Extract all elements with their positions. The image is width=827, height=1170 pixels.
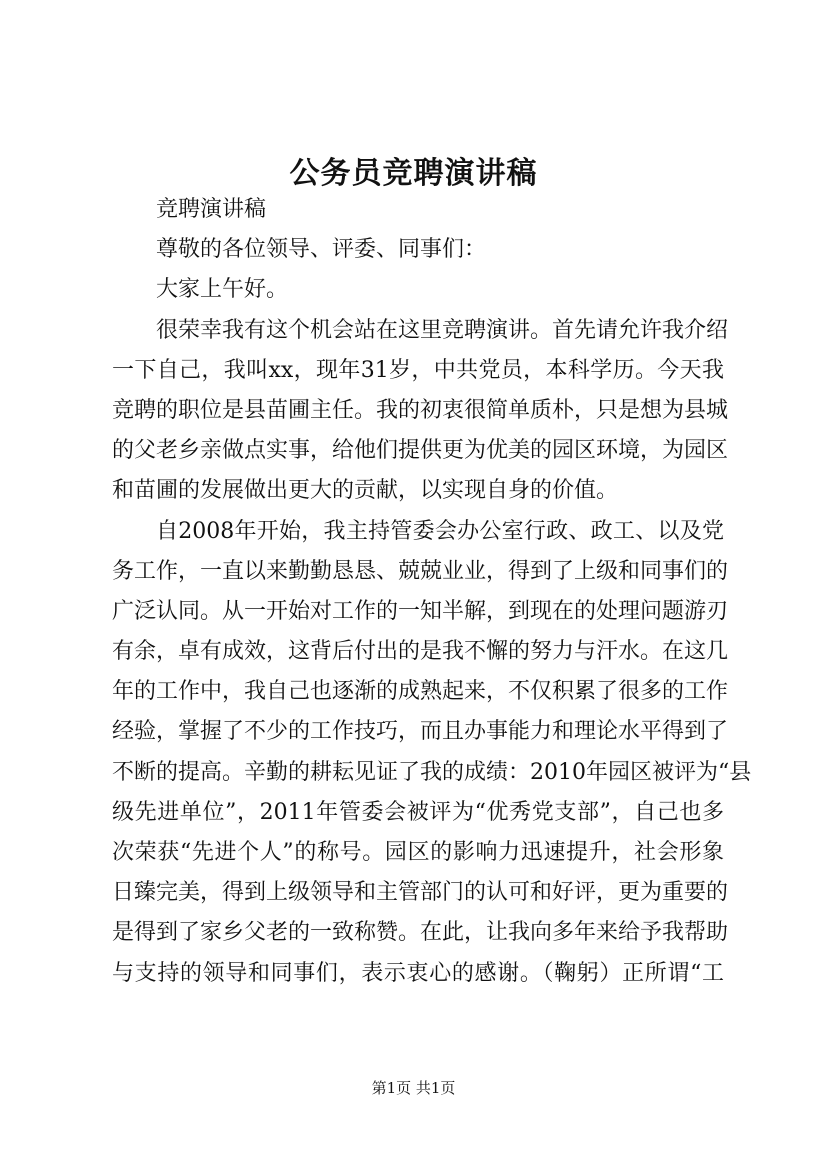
text-line: 级先进单位”，2011年管委会被评为“优秀党支部”，自己也多	[112, 799, 724, 825]
text-line: 和苗圃的发展做出更大的贡献，以实现自身的价值。	[112, 478, 619, 504]
text-line: 不断的提高。辛勤的耕耘见证了我的成绩：2010年园区被评为“县	[112, 759, 752, 785]
text-line: 经验，掌握了不少的工作技巧，而且办事能力和理论水平得到了	[112, 719, 729, 745]
text-line-greeting: 大家上午好。	[156, 277, 289, 303]
text-line: 年的工作中，我自己也逐渐的成熟起来，不仅积累了很多的工作	[112, 679, 729, 705]
text-line: 一下自己，我叫xx，现年31岁，中共党员，本科学历。今天我	[112, 357, 724, 383]
document-title: 公务员竞聘演讲稿	[289, 156, 538, 191]
page-footer: 第1页 共1页	[371, 1079, 456, 1097]
text-line: 广泛认同。从一开始对工作的一知半解，到现在的处理问题游刃	[112, 598, 729, 624]
text-line: 务工作，一直以来勤勤恳恳、兢兢业业，得到了上级和同事们的	[112, 558, 729, 584]
text-line: 日臻完美，得到上级领导和主管部门的认可和好评，更为重要的	[112, 880, 729, 906]
text-line: 次荣获“先进个人”的称号。园区的影响力迅速提升，社会形象	[112, 840, 724, 865]
text-line: 是得到了家乡父老的一致称赞。在此，让我向多年来给予我帮助	[112, 920, 729, 946]
text-line-salutation: 尊敬的各位领导、评委、同事们：	[156, 237, 487, 263]
document-body	[112, 190, 752, 994]
text-line: 与支持的领导和同事们，表示衷心的感谢。（鞠躬）正所谓“工	[112, 960, 724, 986]
text-line: 有余，卓有成效，这背后付出的是我不懈的努力与汗水。在这几	[112, 639, 729, 665]
text-line: 自2008年开始，我主持管委会办公室行政、政工、以及党	[156, 518, 724, 544]
text-line: 的父老乡亲做点实事，给他们提供更为优美的园区环境，为园区	[112, 438, 729, 464]
text-line: 竞聘的职位是县苗圃主任。我的初衷很简单质朴，只是想为县城	[112, 397, 729, 423]
text-line: 很荣幸我有这个机会站在这里竞聘演讲。首先请允许我介绍	[156, 317, 729, 343]
text-line-subtitle: 竞聘演讲稿	[156, 197, 267, 222]
